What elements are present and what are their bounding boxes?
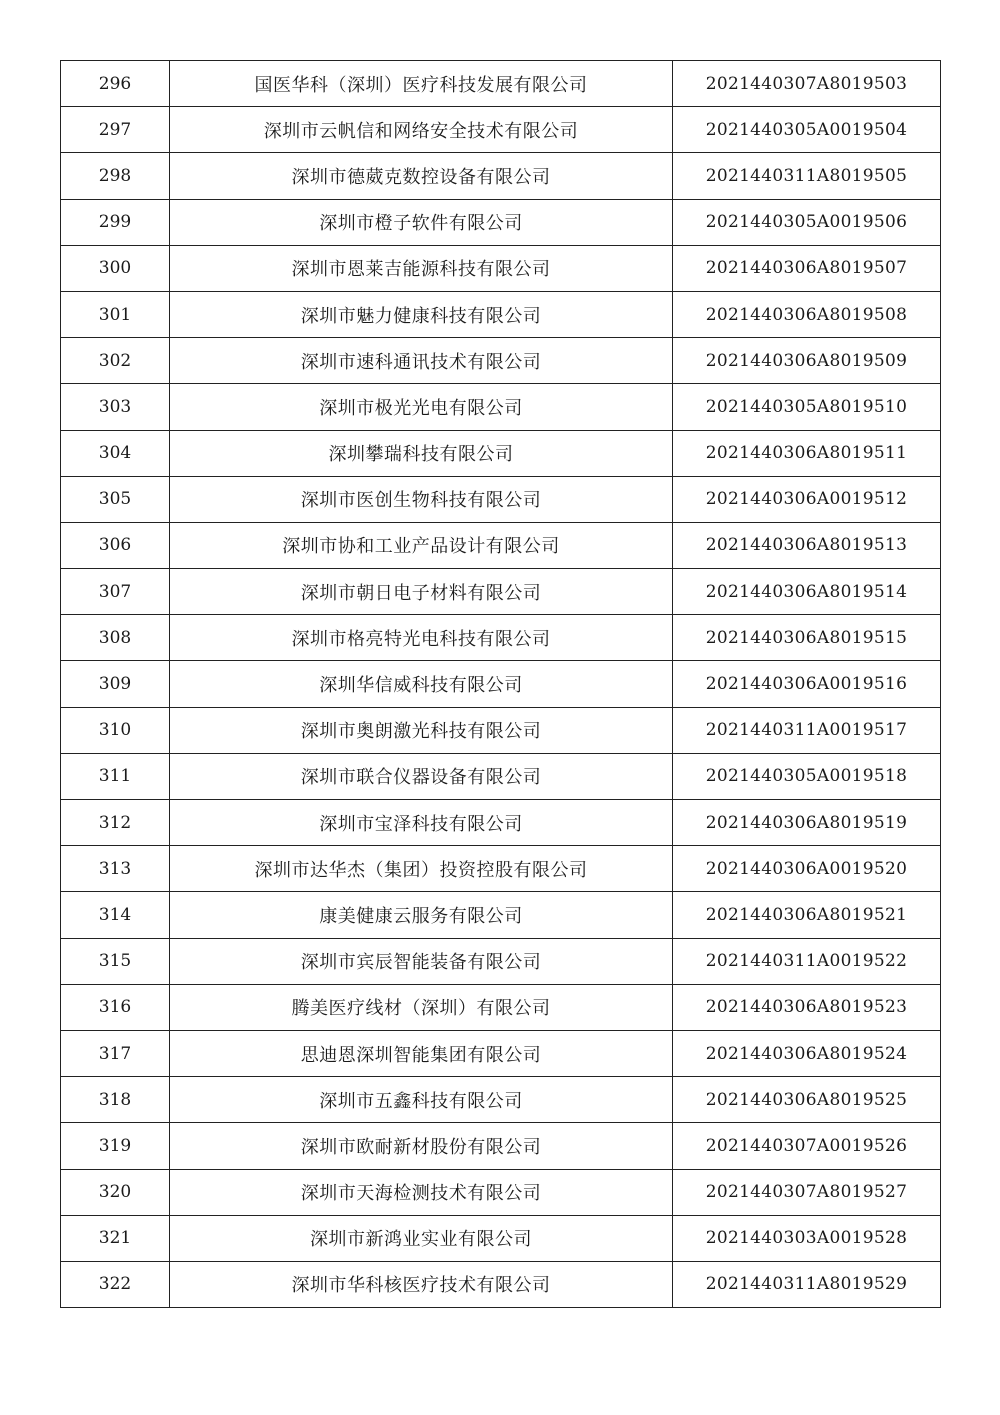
table-row: [61, 1123, 941, 1169]
table-row: [61, 384, 941, 430]
table-row: [61, 245, 941, 291]
registration-code-cell: 2021440306A8019515: [673, 615, 941, 661]
table-row: [61, 569, 941, 615]
company-name-cell: 深圳市橙子软件有限公司: [170, 199, 673, 245]
table-row: [61, 1077, 941, 1123]
row-number-cell: 311: [61, 753, 170, 799]
company-name-cell: 深圳市宾辰智能装备有限公司: [170, 938, 673, 984]
row-number-cell: 298: [61, 153, 170, 199]
row-number-cell: 301: [61, 291, 170, 337]
company-name-cell: 康美健康云服务有限公司: [170, 892, 673, 938]
table-row: [61, 846, 941, 892]
registration-code-cell: 2021440306A8019514: [673, 569, 941, 615]
row-number-cell: 318: [61, 1077, 170, 1123]
company-name-cell: 腾美医疗线材（深圳）有限公司: [170, 984, 673, 1030]
row-number-cell: 296: [61, 61, 170, 107]
table-row: [61, 430, 941, 476]
registration-code-cell: 2021440307A0019526: [673, 1123, 941, 1169]
registration-code-cell: 2021440306A8019521: [673, 892, 941, 938]
row-number-cell: 315: [61, 938, 170, 984]
row-number-cell: 300: [61, 245, 170, 291]
registration-code-cell: 2021440306A8019511: [673, 430, 941, 476]
table-row: [61, 800, 941, 846]
registration-code-cell: 2021440306A0019512: [673, 476, 941, 522]
registration-code-cell: 2021440305A0019504: [673, 107, 941, 153]
table-row: [61, 938, 941, 984]
table-row: [61, 1215, 941, 1261]
registration-code-cell: 2021440305A0019506: [673, 199, 941, 245]
table-row: [61, 984, 941, 1030]
row-number-cell: 308: [61, 615, 170, 661]
registration-code-cell: 2021440306A8019513: [673, 522, 941, 568]
company-name-cell: 深圳市奥朗激光科技有限公司: [170, 707, 673, 753]
table-row: [61, 1030, 941, 1076]
registration-code-cell: 2021440305A8019510: [673, 384, 941, 430]
table-row: [61, 615, 941, 661]
row-number-cell: 303: [61, 384, 170, 430]
registration-code-cell: 2021440306A0019520: [673, 846, 941, 892]
company-name-cell: 思迪恩深圳智能集团有限公司: [170, 1030, 673, 1076]
row-number-cell: 310: [61, 707, 170, 753]
row-number-cell: 320: [61, 1169, 170, 1215]
row-number-cell: 305: [61, 476, 170, 522]
registration-code-cell: 2021440311A8019505: [673, 153, 941, 199]
company-name-cell: 深圳市达华杰（集团）投资控股有限公司: [170, 846, 673, 892]
company-name-cell: 深圳市格亮特光电科技有限公司: [170, 615, 673, 661]
table-row: [61, 199, 941, 245]
row-number-cell: 297: [61, 107, 170, 153]
table-body: [61, 61, 941, 1308]
table-row: [61, 661, 941, 707]
registration-code-cell: 2021440306A8019507: [673, 245, 941, 291]
table-row: [61, 61, 941, 107]
company-name-cell: 深圳市德葳克数控设备有限公司: [170, 153, 673, 199]
company-name-cell: 深圳攀瑞科技有限公司: [170, 430, 673, 476]
row-number-cell: 321: [61, 1215, 170, 1261]
registration-code-cell: 2021440306A8019524: [673, 1030, 941, 1076]
company-name-cell: 深圳市天海检测技术有限公司: [170, 1169, 673, 1215]
row-number-cell: 307: [61, 569, 170, 615]
row-number-cell: 304: [61, 430, 170, 476]
company-name-cell: 深圳市宝泽科技有限公司: [170, 800, 673, 846]
company-name-cell: 深圳市医创生物科技有限公司: [170, 476, 673, 522]
registration-code-cell: 2021440307A8019503: [673, 61, 941, 107]
table-row: [61, 1169, 941, 1215]
row-number-cell: 299: [61, 199, 170, 245]
registration-code-cell: 2021440311A0019517: [673, 707, 941, 753]
row-number-cell: 316: [61, 984, 170, 1030]
table-row: [61, 707, 941, 753]
registration-code-cell: 2021440305A0019518: [673, 753, 941, 799]
table-row: [61, 753, 941, 799]
registration-code-cell: 2021440311A8019529: [673, 1261, 941, 1307]
row-number-cell: 312: [61, 800, 170, 846]
row-number-cell: 314: [61, 892, 170, 938]
registration-code-cell: 2021440306A8019525: [673, 1077, 941, 1123]
company-name-cell: 深圳市魅力健康科技有限公司: [170, 291, 673, 337]
table-row: [61, 291, 941, 337]
row-number-cell: 306: [61, 522, 170, 568]
table-row: [61, 338, 941, 384]
company-name-cell: 国医华科（深圳）医疗科技发展有限公司: [170, 61, 673, 107]
table-row: [61, 522, 941, 568]
company-name-cell: 深圳市协和工业产品设计有限公司: [170, 522, 673, 568]
table-row: [61, 107, 941, 153]
registration-code-cell: 2021440303A0019528: [673, 1215, 941, 1261]
table-row: [61, 892, 941, 938]
table-row: [61, 153, 941, 199]
registration-code-cell: 2021440306A8019508: [673, 291, 941, 337]
company-name-cell: 深圳华信威科技有限公司: [170, 661, 673, 707]
registration-code-cell: 2021440311A0019522: [673, 938, 941, 984]
registration-code-cell: 2021440306A8019509: [673, 338, 941, 384]
row-number-cell: 302: [61, 338, 170, 384]
company-name-cell: 深圳市欧耐新材股份有限公司: [170, 1123, 673, 1169]
table-row: [61, 476, 941, 522]
row-number-cell: 313: [61, 846, 170, 892]
company-name-cell: 深圳市联合仪器设备有限公司: [170, 753, 673, 799]
registration-code-cell: 2021440306A8019519: [673, 800, 941, 846]
registration-code-cell: 2021440306A8019523: [673, 984, 941, 1030]
company-name-cell: 深圳市朝日电子材料有限公司: [170, 569, 673, 615]
company-name-cell: 深圳市华科核医疗技术有限公司: [170, 1261, 673, 1307]
company-name-cell: 深圳市云帆信和网络安全技术有限公司: [170, 107, 673, 153]
row-number-cell: 322: [61, 1261, 170, 1307]
row-number-cell: 309: [61, 661, 170, 707]
registration-code-cell: 2021440306A0019516: [673, 661, 941, 707]
company-name-cell: 深圳市极光光电有限公司: [170, 384, 673, 430]
table-row: [61, 1261, 941, 1307]
company-name-cell: 深圳市新鸿业实业有限公司: [170, 1215, 673, 1261]
company-name-cell: 深圳市恩莱吉能源科技有限公司: [170, 245, 673, 291]
company-name-cell: 深圳市速科通讯技术有限公司: [170, 338, 673, 384]
registration-code-cell: 2021440307A8019527: [673, 1169, 941, 1215]
company-name-cell: 深圳市五鑫科技有限公司: [170, 1077, 673, 1123]
row-number-cell: 317: [61, 1030, 170, 1076]
row-number-cell: 319: [61, 1123, 170, 1169]
company-record-table: [60, 60, 941, 1308]
